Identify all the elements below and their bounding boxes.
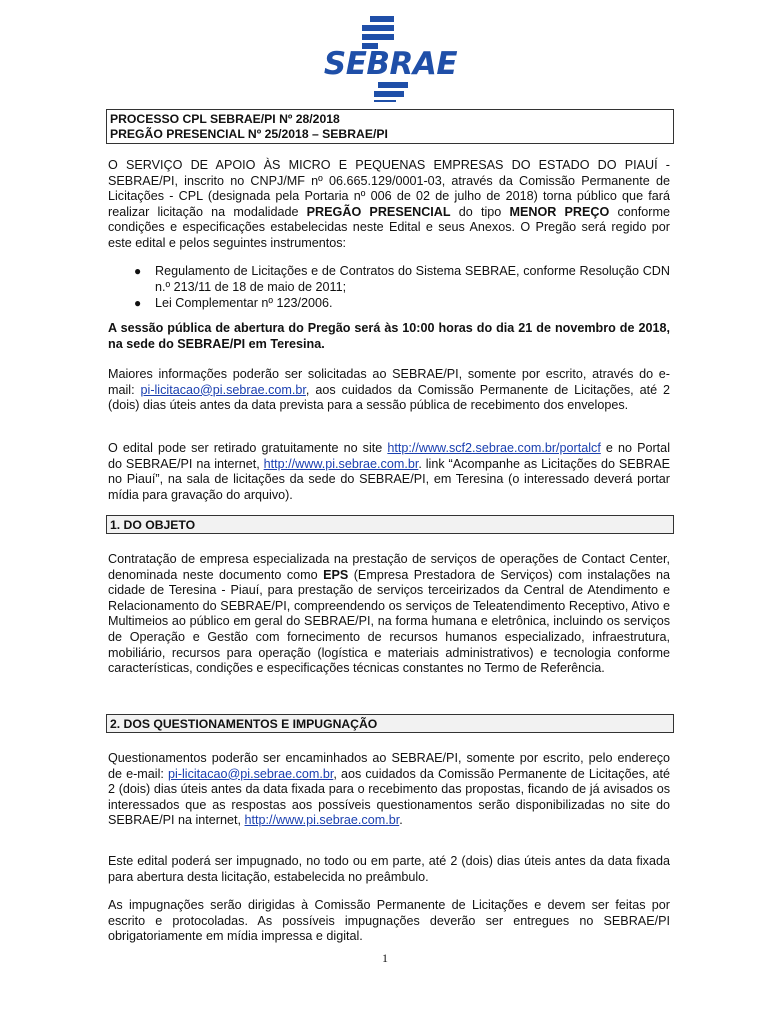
edital-text-3: . link “Acompanhe as Licitações do SEBRAE no Piauí”, na sala de licitações da sede do SEBRAE/PI, em Teresina (o interessado deverá portar mídia para gravação do arquivo). bbox=[108, 456, 670, 502]
session-notice: A sessão pública de abertura do Pregão será às 10:00 horas do dia 21 de novembro de 2018, na sede do SEBRAE/PI em Teresina. bbox=[108, 321, 670, 351]
edital-text-2: e no Portal do SEBRAE/PI na internet, bbox=[108, 441, 670, 471]
intro-text-3: conforme condições e especificações estabelecidas neste Edital e seus Anexos. O Pregão será regido por este edital e pelos seguintes instrumentos: bbox=[108, 204, 670, 250]
questionamentos-paragraph bbox=[108, 751, 670, 829]
section-heading-objeto: 1. DO OBJETO bbox=[106, 515, 674, 534]
pi-sebrae-link[interactable]: http://www.pi.sebrae.com.br bbox=[263, 456, 419, 471]
instrument-item: Regulamento de Licitações e de Contratos do Sistema SEBRAE, conforme Resolução CDN n.º 213/11 de 18 de maio de 2011; bbox=[155, 264, 670, 294]
instrument-item: Lei Complementar nº 123/2006. bbox=[155, 296, 333, 310]
sebrae-logo bbox=[318, 16, 463, 102]
bullet-icon: ● bbox=[134, 296, 142, 310]
logo-text: SEBRAE bbox=[323, 46, 458, 82]
process-header-box bbox=[106, 109, 674, 144]
objeto-text: Contratação de empresa especializada na prestação de serviços de operações de Contact Center, denominada neste documento como bbox=[108, 552, 670, 582]
questionamentos-text: Questionamentos poderão ser encaminhados ao SEBRAE/PI, somente por escrito, pelo endereço de e-mail: bbox=[108, 751, 670, 781]
questionamentos-text-3: . bbox=[399, 813, 403, 828]
intro-text-2: do tipo bbox=[450, 204, 510, 219]
page-number: 1 bbox=[382, 951, 388, 965]
eps-bold: EPS bbox=[323, 567, 349, 582]
info-text-2: , aos cuidados da Comissão Permanente de Licitações, até 2 (dois) dias úteis antes da data prevista para a sessão pública de recebimento dos envelopes. bbox=[108, 382, 670, 413]
intro-text: O SERVIÇO DE APOIO ÀS MICRO E PEQUENAS EMPRESAS DO ESTADO DO PIAUÍ - SEBRAE/PI, inscrito no CNPJ/MF nº 06.665.129/0001-03, através da Comissão Permanente de Licitações - CPL (designada pela Portaria nº 006 de 02 de julho de 2018) torna público que fará realizar licitação na modalidade bbox=[108, 158, 670, 219]
modality-bold: PREGÃO PRESENCIAL bbox=[306, 204, 451, 219]
process-number: PROCESSO CPL SEBRAE/PI Nº 28/2018 bbox=[110, 112, 340, 126]
email-link-2[interactable]: pi-licitacao@pi.sebrae.com.br bbox=[168, 766, 334, 781]
section-heading-questionamentos: 2. DOS QUESTIONAMENTOS E IMPUGNAÇÃO bbox=[106, 714, 674, 733]
intro-paragraph bbox=[108, 158, 670, 252]
edital-text: O edital pode ser retirado gratuitamente no site bbox=[108, 441, 388, 455]
info-text: Maiores informações poderão ser solicitadas ao SEBRAE/PI, somente por escrito, através do e-mail: bbox=[108, 367, 670, 397]
pi-sebrae-link-2[interactable]: http://www.pi.sebrae.com.br bbox=[244, 813, 400, 828]
objeto-text-2: (Empresa Prestadora de Serviços) com instalações na cidade de Teresina - Piauí, para prestação de serviços terceirizados da Central de Atendimento e Relacionamento do SEBRAE/PI, compreendendo os serviços de Teleatendimento Receptivo, Ativo e Multimeios ao público em geral do SEBRAE/PI, na forma humana e eletrônica, incluindo os serviços de Operação e Gestão com fornecimento de recursos humanos especializado, infraestrutura, mobiliário, recursos para operação (logística e materiais administrativos) e tecnologia conforme características, condições e especificações técnicas constantes no Termo de Referência. bbox=[108, 567, 670, 676]
objeto-paragraph bbox=[108, 552, 670, 677]
email-link[interactable]: pi-licitacao@pi.sebrae.com.br bbox=[140, 382, 306, 397]
questionamentos-text-2: , aos cuidados da Comissão Permanente de Licitações, até 2 (dois) dias úteis antes da data fixada para o recebimento das propostas, ficando de já avisados os interessados que as respostas aos possíveis questionamentos serão disponibilizadas no site do SEBRAE/PI na internet, bbox=[108, 766, 671, 828]
info-paragraph bbox=[108, 367, 670, 414]
dirigidas-paragraph: As impugnações serão dirigidas à Comissão Permanente de Licitações e devem ser feitas por escrito e protocoladas. As possíveis impugnações deverão ser entregues no SEBRAE/PI obrigatoriamente em mídia impressa e digital. bbox=[108, 898, 670, 944]
bullet-icon: ● bbox=[134, 264, 142, 278]
edital-paragraph bbox=[108, 441, 670, 503]
impugnacao-paragraph: Este edital poderá ser impugnado, no todo ou em parte, até 2 (dois) dias úteis antes da data fixada para abertura desta licitação, estabelecida no preâmbulo. bbox=[108, 854, 670, 884]
pregao-number: PREGÃO PRESENCIAL Nº 25/2018 – SEBRAE/PI bbox=[110, 126, 388, 141]
portalcf-link[interactable]: http://www.scf2.sebrae.com.br/portalcf bbox=[387, 441, 601, 455]
type-bold: MENOR PREÇO bbox=[509, 204, 610, 219]
